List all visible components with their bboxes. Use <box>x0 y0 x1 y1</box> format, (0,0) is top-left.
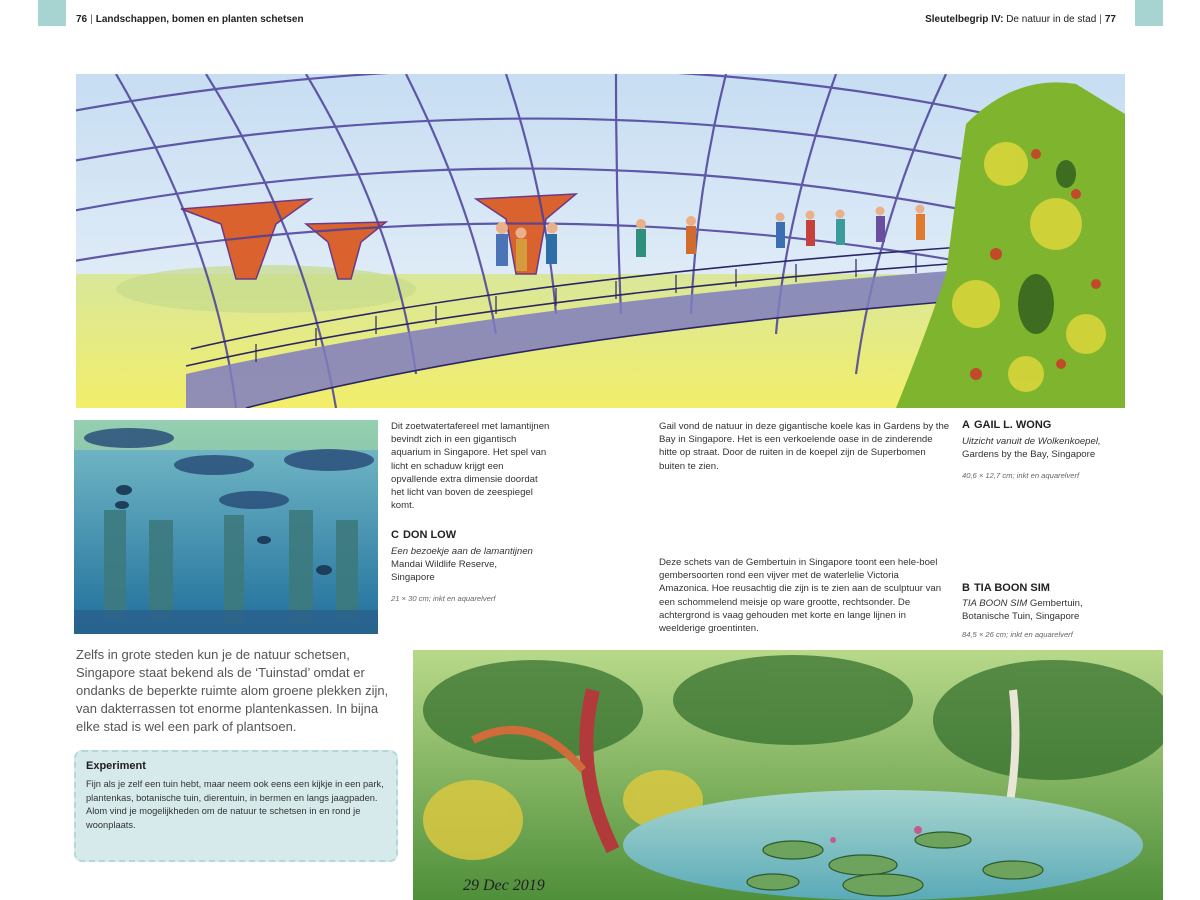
artwork-title: TIA BOON SIM <box>962 598 1028 609</box>
experiment-text: Fijn als je zelf een tuin hebt, maar neem ook eens een kijkje in een park, plantenkas, botanische tuin, dierentuin, in bermen en langs jaagpaden. Alom vind je mogelijkheden om de natuur te schetsen in en rond je woonplaats. <box>86 779 384 830</box>
credit-gail-wong <box>962 435 1142 461</box>
ginger-caption: Deze schets van de Gembertuin in Singapore toont een hele-boel gembersoorten rond een vijver met de waterlelie Victoria Amazonica. Hoe reusachtig die zijn is te zien aan de sculptuur van een schommelend meisje op ware grootte, rechtsonder. De achtergrond is vaag gehouden met korte en lange lijnen in weelderige groentinten. <box>659 557 942 635</box>
page-number-left: 76 <box>76 14 88 25</box>
manatee-aquarium-sketch <box>74 420 378 634</box>
page-tab-right <box>1135 0 1163 26</box>
artist-name-tia-boon-sim: B TIA BOON SIM <box>962 582 1050 594</box>
artwork-title: Uitzicht vanuit de Wolkenkoepel, <box>962 436 1101 447</box>
manatee-caption: Dit zoetwatertafereel met lamantijnen bevindt zich in een gigantisch aquarium in Singapore. Het spel van licht en schaduw krijgt een opvallende extra dimensie doordat het licht van boven de zeespiegel komt. <box>391 421 550 512</box>
artwork-dimensions: 84,5 × 26 cm; inkt en aquarelverf <box>962 630 1073 639</box>
artwork-marker-icon: A <box>962 419 970 431</box>
artwork-location: Gembertuin, <box>1027 598 1083 609</box>
artwork-location-line2: Singapore <box>391 572 435 583</box>
artwork-location-line2: Botanische Tuin, Singapore <box>962 611 1080 622</box>
artwork-marker-icon: C <box>391 529 399 541</box>
chapter-title: Landschappen, bomen en planten schetsen <box>95 14 304 25</box>
artwork-location: Gardens by the Bay, Singapore <box>962 449 1096 460</box>
ginger-garden-sketch <box>413 650 1163 900</box>
dome-caption: Gail vond de natuur in deze gigantische koele kas in Gardens by the Bay in Singapore. Het is een verkoelende oase in de zinderende hitte op straat. Door de ruiten in de koepel zijn de Superbomen buiten te zien. <box>659 421 950 472</box>
artwork-title: Een bezoekje aan de lamantijnen <box>391 546 533 557</box>
artist-name-gail-wong: A GAIL L. WONG <box>962 419 1052 431</box>
credit-tia-boon-sim <box>962 597 1152 623</box>
sketch-signature: 29 Dec 2019 <box>463 877 545 894</box>
cloud-dome-sketch <box>76 74 1125 408</box>
artwork-dimensions: 40,6 × 12,7 cm; inkt en aquarelverf <box>962 471 1080 480</box>
experiment-box <box>74 750 398 862</box>
running-head-left: 76 | Landschappen, bomen en planten schetsen <box>76 14 304 25</box>
running-head-right: Sleutelbegrip IV: De natuur in de stad | 77 <box>925 14 1116 25</box>
experiment-title: Experiment <box>86 760 146 772</box>
page-tab-left <box>38 0 66 26</box>
section-title: De natuur in de stad <box>1006 14 1097 25</box>
page-number-right: 77 <box>1104 14 1116 25</box>
intro-paragraph: Zelfs in grote steden kun je de natuur schetsen, Singapore staat bekend als de ‘Tuinstad’ omdat er ondanks de beperkte ruimte alom groene plekken zijn, van dakterrassen tot enorme plantenkassen. In bijna elke stad is wel een park of plantsoen. <box>76 647 389 734</box>
artwork-dimensions: 21 × 30 cm; inkt en aquarelverf <box>391 594 496 603</box>
section-kicker: Sleutelbegrip IV: <box>925 14 1004 25</box>
artwork-title-line <box>962 597 1152 610</box>
credit-don-low <box>391 545 561 584</box>
artwork-location: Mandai Wildlife Reserve, <box>391 559 498 570</box>
artist-name-don-low: C DON LOW <box>391 529 457 541</box>
artwork-marker-icon: B <box>962 582 970 594</box>
